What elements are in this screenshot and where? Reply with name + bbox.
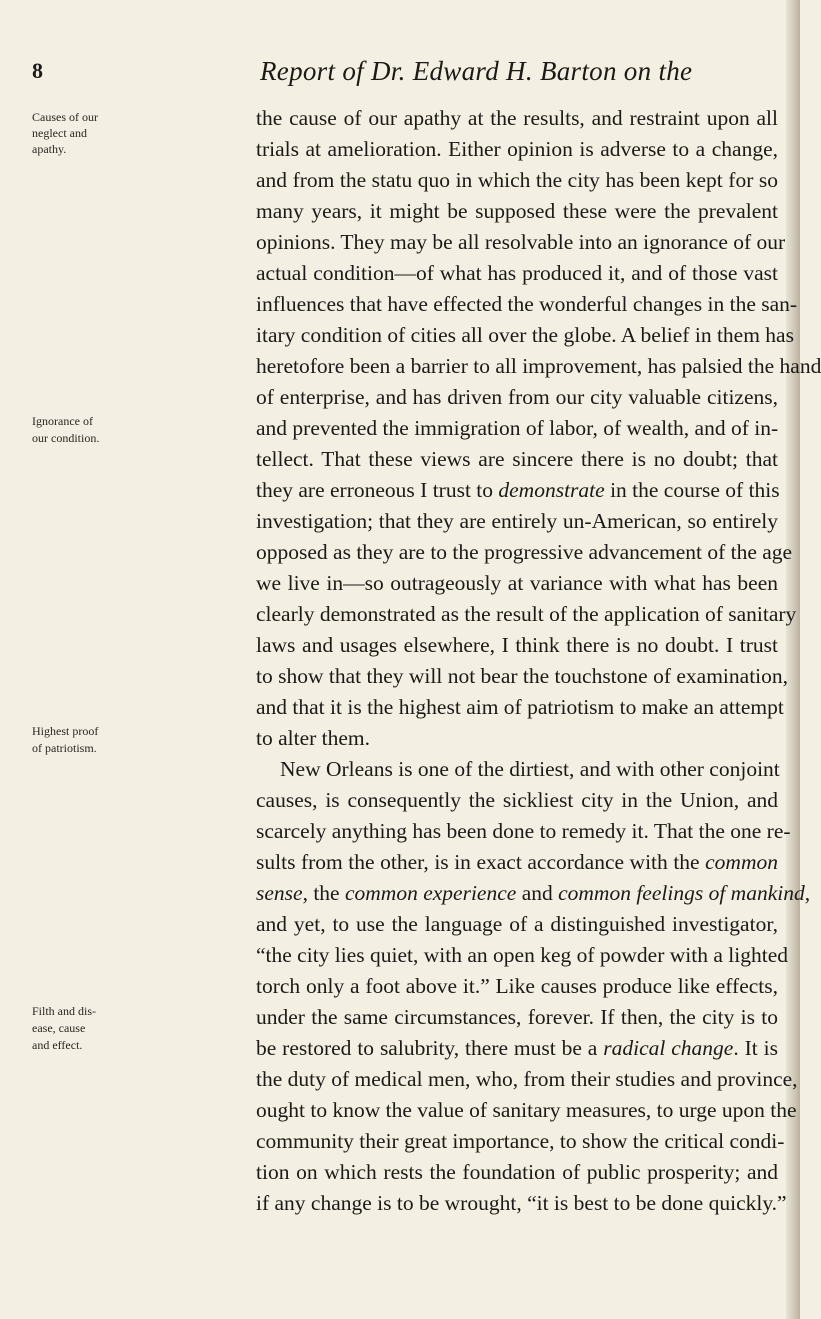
body-line: actual condition—of what has produced it, and of those vast [256,261,778,285]
body-line: tion on which rests the foundation of public prosperity; and [256,1160,778,1184]
body-line [256,878,811,909]
text-run: , [804,881,811,905]
text-run: . It is [733,1036,778,1060]
body-line: laws and usages elsewhere, I think there is no doubt. I trust [256,633,778,657]
body-line: clearly demonstrated as the result of the application of sanitary [256,602,797,626]
margin-note-line: neglect and [32,126,87,140]
italic-text: common feelings of mankind [558,881,805,905]
margin-note-line: Ignorance of [32,414,93,428]
body-line: “the city lies quiet, with an open keg of powder with a lighted [256,943,788,967]
margin-note-line: and effect. [32,1038,83,1052]
body-line: opposed as they are to the progressive advancement of the age [256,540,793,564]
body-line: New Orleans is one of the dirtiest, and with other conjoint [280,757,780,781]
body-line: torch only a foot above it.” Like causes produce like effects, [256,974,778,998]
body-line: many years, it might be supposed these were the prevalent [256,199,778,223]
text-run: they are erroneous I trust to [256,478,494,502]
body-line: tellect. That these views are sincere there is no doubt; that [256,447,778,471]
body-line: if any change is to be wrought, “it is best to be done quickly.” [256,1191,787,1215]
body-line: investigation; that they are entirely un-American, so entirely [256,509,778,533]
body-line: and from the statu quo in which the city has been kept for so [256,168,778,192]
body-line: opinions. They may be all resolvable into an ignorance of our [256,230,786,254]
margin-note-line: our condition. [32,431,100,445]
body-line: scarcely anything has been done to remedy it. That the one re- [256,819,791,843]
body-line: heretofore been a barrier to all improvement, has palsied the hand [256,354,821,378]
body-line: to alter them. [256,726,371,750]
body-line: the duty of medical men, who, from their studies and province, [256,1067,798,1091]
body-line: and yet, to use the language of a distinguished investigator, [256,912,778,936]
text-run: be restored to salubrity, there must be a [256,1036,598,1060]
body-line: and prevented the immigration of labor, of wealth, and of in- [256,416,779,440]
body-line: influences that have effected the wonderful changes in the san- [256,292,798,316]
body-line: trials at amelioration. Either opinion is adverse to a change, [256,137,778,161]
italic-text: sense [256,881,303,905]
body-line: the cause of our apathy at the results, and restraint upon all [256,106,778,130]
body-line: under the same circumstances, forever. If then, the city is to [256,1005,778,1029]
italic-text: common experience [344,881,517,905]
text-run: in the course of this [610,478,780,502]
body-line: to show that they will not bear the touchstone of examination, [256,664,789,688]
body-line [256,1033,778,1064]
body-line [256,475,778,506]
body-line: ought to know the value of sanitary measures, to urge upon the [256,1098,797,1122]
italic-text: demonstrate [498,478,605,502]
body-line [256,847,778,878]
page-header [32,56,752,96]
margin-note-line: ease, cause [32,1021,86,1035]
margin-note-line: Highest proof [32,724,99,738]
margin-note-line: of patriotism. [32,741,97,755]
body-line: we live in—so outrageously at variance with what has been [256,571,778,595]
running-title: Report of Dr. Edward H. Barton on the [260,56,693,86]
body-line: itary condition of cities all over the globe. A belief in them has [256,323,794,347]
text-run: , the [302,881,340,905]
italic-text: common [705,850,778,874]
text-run: sults from the other, is in exact accordance with the [256,850,700,874]
body-line: community their great importance, to show the critical condi- [256,1129,785,1153]
body-line: of enterprise, and has driven from our city valuable citizens, [256,385,778,409]
margin-note-line: apathy. [32,142,67,156]
text-run: and [521,881,553,905]
body-line: and that it is the highest aim of patriotism to make an attempt [256,695,784,719]
body-line: causes, is consequently the sickliest city in the Union, and [256,788,778,812]
margin-note-line: Causes of our [32,110,98,124]
margin-note-line: Filth and dis- [32,1004,97,1018]
italic-text: radical change [603,1036,734,1060]
page-number: 8 [32,58,43,83]
